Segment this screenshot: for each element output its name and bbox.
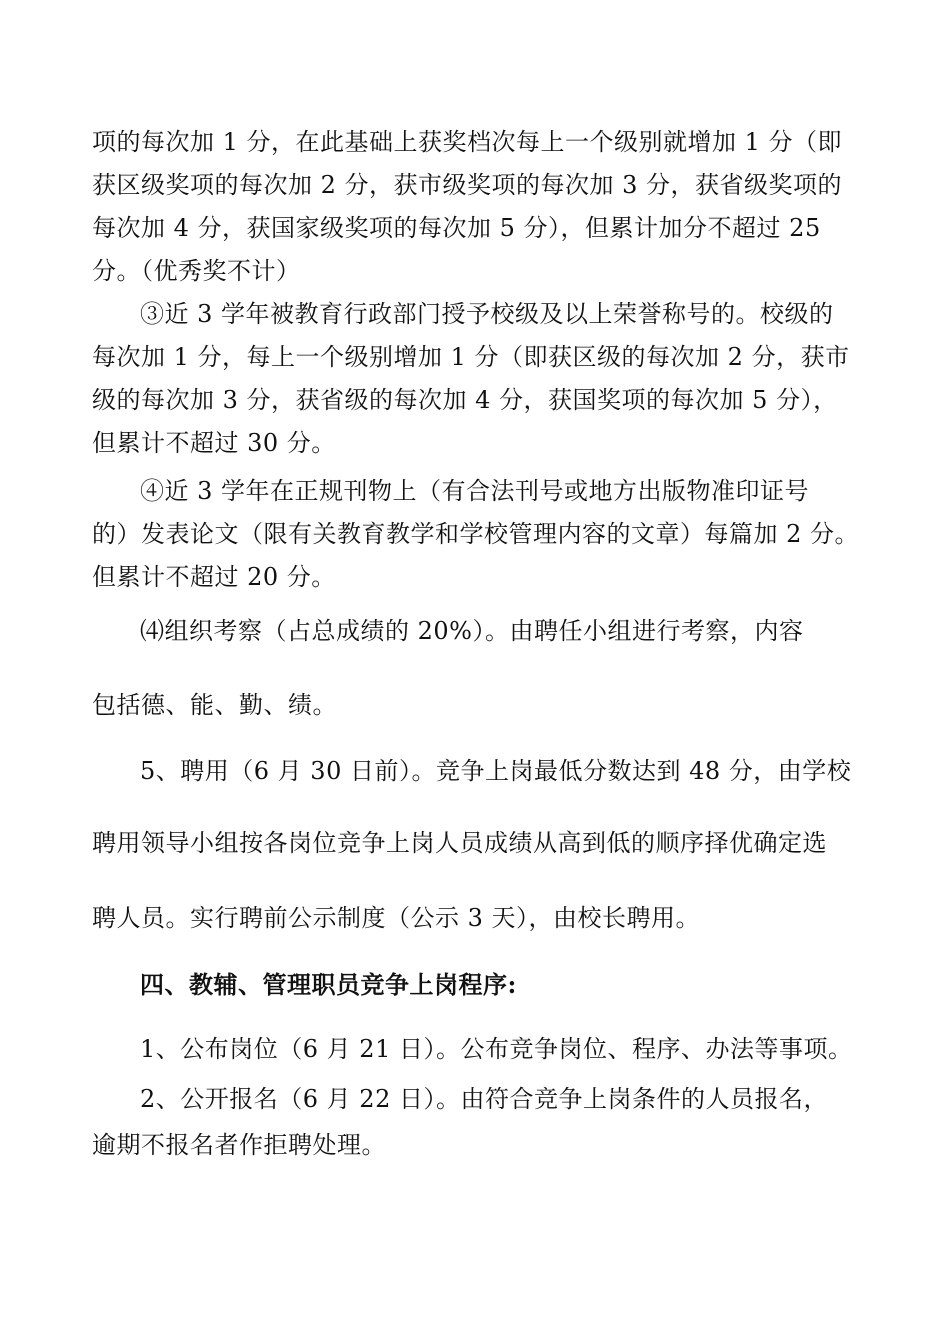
text-line: 每次加 1 分，每上一个级别增加 1 分（即获区级的每次加 2 分，获市: [92, 343, 850, 371]
text-line: 获区级奖项的每次加 2 分，获市级奖项的每次加 3 分，获省级奖项的: [92, 171, 843, 199]
text-line: 聘人员。实行聘前公示制度（公示 3 天），由校长聘用。: [92, 904, 701, 932]
text-line: 每次加 4 分，获国家级奖项的每次加 5 分），但累计加分不超过 25: [92, 214, 821, 242]
text-line: ⑷组织考察（占总成绩的 20%）。由聘任小组进行考察，内容: [140, 617, 804, 645]
text-line: 聘用领导小组按各岗位竞争上岗人员成绩从高到低的顺序择优确定选: [92, 829, 827, 857]
text-line: 但累计不超过 20 分。: [92, 563, 336, 591]
section-heading: 四、教辅、管理职员竞争上岗程序:: [140, 970, 517, 999]
text-line: 5、聘用（6 月 30 日前）。竞争上岗最低分数达到 48 分，由学校: [140, 757, 852, 785]
text-line: ④近 3 学年在正规刊物上（有合法刊号或地方出版物准印证号: [140, 477, 810, 505]
text-line: 2、公开报名（6 月 22 日）。由符合竞争上岗条件的人员报名，: [140, 1085, 828, 1113]
text-line: 的）发表论文（限有关教育教学和学校管理内容的文章）每篇加 2 分。: [92, 520, 860, 548]
text-line: 分。（优秀奖不计）: [92, 257, 301, 285]
text-line: 但累计不超过 30 分。: [92, 429, 336, 457]
text-line: 1、公布岗位（6 月 21 日）。公布竞争岗位、程序、办法等事项。: [140, 1035, 853, 1063]
text-line: 项的每次加 1 分，在此基础上获奖档次每上一个级别就增加 1 分（即: [92, 128, 843, 156]
text-line: ③近 3 学年被教育行政部门授予校级及以上荣誉称号的。校级的: [140, 300, 834, 328]
text-line: 逾期不报名者作拒聘处理。: [92, 1131, 386, 1159]
text-line: 级的每次加 3 分，获省级的每次加 4 分，获国奖项的每次加 5 分），: [92, 386, 838, 414]
text-line: 包括德、能、勤、绩。: [92, 691, 337, 719]
